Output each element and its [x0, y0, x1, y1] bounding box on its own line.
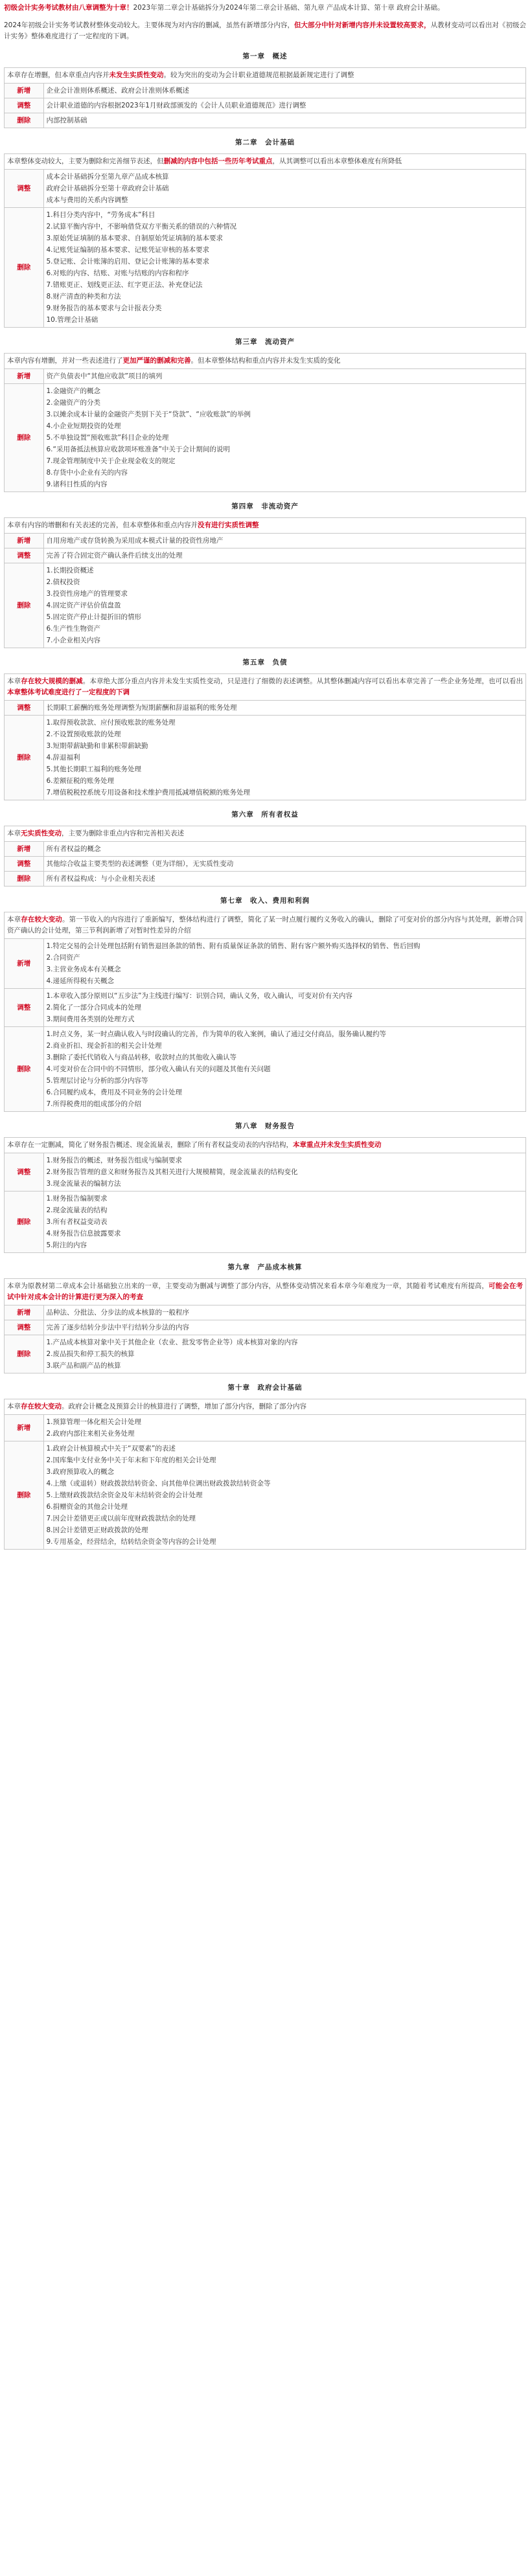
change-item: 2.商业折扣、现金折扣的相关会计处理 — [46, 1042, 162, 1050]
change-row — [5, 563, 525, 648]
change-type-label: 调整 — [5, 1153, 43, 1192]
change-item: 1.政府会计核算模式中关于“双要素”的表述 — [46, 1445, 176, 1452]
change-row — [5, 84, 525, 98]
change-item: 1.财务报告的概述，财务报告组成与编制要求 — [46, 1157, 183, 1164]
summary-text: 。第一节收入的内容进行了重新编写，整体结构进行了调整，简化了某一时点履行履约义务收入的确认，删除了可变对价的部分内容与其处理，新增合同资产确认的会计处理，第三节利润新增了对暂时性差异的介绍 — [7, 916, 524, 934]
summary-text: 。政府会计概念及预算会计的核算进行了调整，增加了部分内容，删除了部分内容 — [62, 1403, 306, 1410]
chapter-summary — [5, 674, 525, 701]
change-type-label: 调整 — [5, 548, 43, 563]
change-type-label: 新增 — [5, 1415, 43, 1441]
summary-text: 。但本章整体结构和重点内容并未发生实质的变化 — [190, 357, 341, 365]
change-row — [5, 534, 525, 548]
change-item: 3.政府预算收入的概念 — [46, 1468, 115, 1476]
change-item: 完善了逐步结转分步法中平行结转分步法的内容 — [46, 1324, 189, 1331]
change-table — [5, 1153, 525, 1252]
change-content — [43, 1335, 525, 1373]
change-content — [43, 113, 525, 128]
intro-text-2b: 从教材变动可以看出对《初级会计实务》整体难度进行了一定程度的下调。 — [4, 21, 527, 40]
change-item: 6.对账的内容、结账、对账与结账的内容和程序 — [46, 269, 189, 277]
change-row — [5, 939, 525, 989]
chapter-box — [4, 912, 526, 1112]
chapters-container — [4, 51, 526, 1550]
summary-highlight: 存在较大变动 — [21, 916, 62, 923]
chapter-box — [4, 1278, 526, 1373]
change-row — [5, 1335, 525, 1373]
change-content — [43, 534, 525, 548]
change-item: 1.长期投资概述 — [46, 567, 94, 574]
change-content — [43, 1153, 525, 1192]
change-item: 其他综合收益主要类型的表述调整（更为详细），无实质性变动 — [46, 860, 234, 868]
summary-text: 。本章绝大部分重点内容并未发生实质性变动，只是进行了细微的表述调整。从其整体删减内容可以看出本章完善了一些企业务处理，也可以看出 — [82, 677, 524, 685]
summary-text: 本章内容有增删，并对一些表述进行了 — [7, 357, 123, 365]
change-row — [5, 716, 525, 800]
change-row — [5, 1415, 525, 1441]
change-item: 5.登记账、会计账簿的启用、登记会计账簿的基本要求 — [46, 258, 210, 266]
change-item: 7.因会计差错更正或以前年度财政拨款结余的处理 — [46, 1515, 196, 1522]
change-item: 6.“采用备抵法核算应收款项坏账准备”中关于会计期间的说明 — [46, 446, 230, 453]
change-item: 4.固定资产评估价值盘盈 — [46, 602, 121, 609]
summary-text: 本章 — [7, 916, 21, 923]
change-type-label: 删除 — [5, 872, 43, 887]
change-row — [5, 548, 525, 563]
summary-text: 本章 — [7, 1403, 21, 1410]
summary-highlight: 存在较大规模的删减 — [21, 677, 83, 685]
chapter-summary — [5, 68, 525, 84]
change-content — [43, 384, 525, 492]
change-content — [43, 98, 525, 113]
change-item: 3.原始凭证填制的基本要求、自制原始凭证填制的基本要求 — [46, 234, 224, 242]
chapter-title: 第一章 概述 — [242, 52, 288, 60]
intro-paragraph-1 — [4, 3, 526, 14]
summary-highlight: 本章重点并未发生实质性变动 — [293, 1141, 382, 1149]
change-type-label: 调整 — [5, 701, 43, 716]
summary-text: ，主要为删除非重点内容和完善相关表述 — [62, 830, 184, 837]
summary-text: 本章 — [7, 677, 21, 685]
change-item: 8.因会计差错更正财政拨款的处理 — [46, 1526, 148, 1534]
change-item: 7.错账更正、划线更正法、红字更正法、补充登记法 — [46, 281, 203, 289]
change-item: 1.预算管理一体化相关会计处理 — [46, 1418, 142, 1426]
change-row — [5, 1192, 525, 1253]
change-item: 1.财务报告编制要求 — [46, 1195, 108, 1203]
change-item: 5.管理层讨论与分析的部分内容等 — [46, 1077, 148, 1085]
change-type-label: 删除 — [5, 1027, 43, 1112]
chapter-title: 第八章 财务报告 — [235, 1122, 295, 1130]
change-content — [43, 1305, 525, 1320]
change-item: 3.短期带薪缺勤和非累积带薪缺勤 — [46, 742, 148, 750]
change-type-label: 删除 — [5, 1192, 43, 1253]
change-item: 5.其他长期职工福利的账务处理 — [46, 765, 142, 773]
change-item: 完善了符合固定资产确认条件后续支出的处理 — [46, 552, 183, 559]
change-item: 企业会计准则体系概述、政府会计准则体系概述 — [46, 87, 189, 95]
change-content — [43, 857, 525, 872]
change-row — [5, 208, 525, 328]
chapter-title: 第五章 负债 — [242, 659, 288, 666]
change-item: 所有者权益的概念 — [46, 845, 101, 853]
chapter-summary — [5, 154, 525, 170]
change-item: 4.上缴（或退转）财政拨款结转资金、向其他单位调出财政拨款结转资金等 — [46, 1480, 271, 1487]
change-item: 2.废品损失和停工损失的核算 — [46, 1350, 135, 1358]
change-row — [5, 872, 525, 887]
chapter-summary — [5, 354, 525, 369]
summary-highlight: 未发生实质性变动 — [109, 71, 164, 79]
change-content — [43, 548, 525, 563]
change-item: 3.投资性房地产的管理要求 — [46, 590, 128, 598]
summary-highlight: 存在较大变动 — [21, 1403, 62, 1410]
chapter-box — [4, 1137, 526, 1253]
intro-text-2a: 2024年初级会计实务考试教材整体变动较大。主要体现为对内容的删减，虽然有新增部分内容， — [4, 21, 294, 29]
change-row — [5, 113, 525, 128]
change-item: 10.管理会计基础 — [46, 316, 98, 324]
change-type-label: 删除 — [5, 1441, 43, 1550]
change-item: 会计职业道德的内容根据2023年1月财政部颁发的《会计人员职业道德规范》进行调整 — [46, 102, 306, 109]
summary-text: 本章为原教材第二章成本会计基础独立出来的一章，主要变动为删减与调整了部分内容，从整体变动情况来看本章今年难度为一章，其随着考试难度有所提高， — [7, 1282, 489, 1290]
summary-text: 本章存在一定删减，简化了财务报告概述、现金流量表，删除了所有者权益变动表的内容结构， — [7, 1141, 293, 1149]
intro-highlight-1: 初级会计实务考试教材由八章调整为十章！ — [4, 4, 133, 12]
change-item: 自用房地产或存货转换为采用成本模式计量的投资性房地产 — [46, 537, 224, 545]
chapter-title: 第三章 流动资产 — [235, 338, 295, 346]
change-item: 1.产品成本核算对象中关于其他企业（农业、批发零售企业等）成本核算对象的内容 — [46, 1339, 298, 1346]
summary-text: 本章整体变动较大，主要为删除和完善细节表述，但 — [7, 157, 164, 165]
change-content — [43, 1415, 525, 1441]
change-row — [5, 98, 525, 113]
change-content — [43, 1192, 525, 1253]
change-item: 8.财产清查的种类和方法 — [46, 293, 121, 300]
change-item: 7.增值税税控系统专用设备和技术维护费用抵减增值税额的账务处理 — [46, 789, 251, 797]
change-row — [5, 1153, 525, 1192]
change-row — [5, 1320, 525, 1335]
summary-highlight: 更加严谨的删减和完善 — [122, 357, 191, 365]
change-table — [5, 842, 525, 886]
change-row — [5, 1027, 525, 1112]
change-content — [43, 170, 525, 208]
change-content — [43, 842, 525, 857]
change-item: 5.不单独设置“预收账款”科目企业的处理 — [46, 434, 169, 442]
change-type-label: 删除 — [5, 113, 43, 128]
summary-highlight: 可能会在考试中针对成本会计的计算进行更为深入的考查 — [7, 1282, 524, 1301]
change-item: 成本与费用的关系内容调整 — [46, 196, 128, 204]
change-type-label: 调整 — [5, 1320, 43, 1335]
change-type-label: 新增 — [5, 369, 43, 384]
change-content — [43, 563, 525, 648]
change-item: 6.捐赠资金的其他会计处理 — [46, 1503, 128, 1511]
change-item: 资产负债表中“其他应收款”项目的填列 — [46, 372, 163, 380]
change-type-label: 删除 — [5, 1335, 43, 1373]
change-type-label: 调整 — [5, 857, 43, 872]
change-content — [43, 208, 525, 328]
change-type-label: 调整 — [5, 98, 43, 113]
change-item: 7.所得税费用的组成部分的介绍 — [46, 1100, 142, 1108]
change-content — [43, 369, 525, 384]
change-item: 2.财务报告管理的意义和财务报告及其相关进行大规模精简，现金流量表的结构变化 — [46, 1168, 298, 1176]
change-item: 9.财务报告的基本要求与会计报表分类 — [46, 304, 162, 312]
summary-text: 本章有内容的增删和有关表述的完善，但本章整体和重点内容并 — [7, 521, 198, 529]
change-type-label: 新增 — [5, 84, 43, 98]
change-item: 2.政府内部往来相关业务处理 — [46, 1430, 135, 1438]
change-type-label: 调整 — [5, 170, 43, 208]
summary-highlight: 无实质性变动 — [21, 830, 62, 837]
change-type-label: 调整 — [5, 989, 43, 1027]
change-content — [43, 989, 525, 1027]
summary-text: 本章存在增删，但本章重点内容并 — [7, 71, 109, 79]
change-item: 2.不设置预收账款的处理 — [46, 730, 121, 738]
change-item: 2.债权投资 — [46, 578, 80, 586]
change-row — [5, 1305, 525, 1320]
chapter-box — [4, 67, 526, 128]
change-type-label: 新增 — [5, 1305, 43, 1320]
summary-text: ，从其调整可以看出本章整体难度有所降低 — [272, 157, 402, 165]
change-item: 1.金融资产的概念 — [46, 387, 101, 395]
intro-text-1: 2023年第二章会计基础拆分为2024年第二章会计基础、第九章 产品成本计算、第十章 政府会计基础。 — [133, 4, 444, 12]
change-item: 3.现金流量表的编制方法 — [46, 1180, 121, 1188]
change-item: 3.所有者权益变动表 — [46, 1218, 108, 1226]
chapter-summary — [5, 518, 525, 534]
change-content — [43, 716, 525, 800]
change-item: 4.可变对价在合同中的不同情形，部分收入确认有关的问题及其他有关问题 — [46, 1065, 271, 1073]
chapter-summary — [5, 912, 525, 939]
change-item: 政府会计基础拆分至第十章政府会计基础 — [46, 185, 169, 192]
change-item: 所有者权益构成：与小企业相关表述 — [46, 875, 156, 883]
change-row — [5, 369, 525, 384]
change-item: 9.诸科目性质的内容 — [46, 480, 108, 488]
change-item: 4.小企业短期投资的处理 — [46, 422, 121, 430]
chapter-title: 第二章 会计基础 — [235, 139, 295, 146]
change-item: 1.特定交易的会计处理包括附有销售退回条款的销售、附有质量保证条款的销售、附有客户额外购买选择权的销售、售后回购 — [46, 942, 421, 950]
change-item: 2.金融资产的分类 — [46, 399, 101, 407]
change-item: 3.删除了委托代销收入与商品转移，收款时点的其他收入确认等 — [46, 1054, 237, 1061]
chapter-summary — [5, 1399, 525, 1415]
change-type-label: 删除 — [5, 208, 43, 328]
change-table — [5, 84, 525, 128]
change-item: 长期职工薪酬的账务处理调整为短期薪酬和辞退福利的账务处理 — [46, 704, 237, 712]
summary-text: 。较为突出的变动为会计职业道德规范根据最新规定进行了调整 — [163, 71, 354, 79]
change-item: 2.简化了一部分合同成本的处理 — [46, 1004, 142, 1011]
change-table — [5, 534, 525, 648]
change-item: 3.期间费用各类别的处理方式 — [46, 1015, 135, 1023]
change-row — [5, 989, 525, 1027]
summary-highlight: 本章整体考试难度进行了一定程度的下调 — [7, 688, 130, 696]
change-item: 2.合同资产 — [46, 954, 80, 962]
change-row — [5, 857, 525, 872]
change-table — [5, 170, 525, 327]
change-item: 成本会计基础拆分至第九章产品成本核算 — [46, 173, 169, 181]
change-content — [43, 1441, 525, 1550]
change-table — [5, 1415, 525, 1549]
change-item: 3.联产品和副产品的核算 — [46, 1362, 121, 1370]
change-item: 2.现金流量表的结构 — [46, 1206, 108, 1214]
change-item: 2.试算平衡内容中，不影响借贷双方平衡关系的错误的六种情况 — [46, 223, 237, 231]
chapter-box — [4, 353, 526, 492]
change-table — [5, 939, 525, 1111]
change-item: 7.现金管理制度中关于企业现金收支的规定 — [46, 457, 176, 465]
change-item: 8.存货中小企业有关的内容 — [46, 469, 128, 477]
change-content — [43, 872, 525, 887]
summary-highlight: 没有进行实质性调整 — [198, 521, 259, 529]
change-item: 5.附注的内容 — [46, 1241, 87, 1249]
change-table — [5, 701, 525, 800]
change-row — [5, 384, 525, 492]
change-row — [5, 1441, 525, 1550]
change-item: 1.取得预收款款、应付预收账款的账务处理 — [46, 719, 176, 727]
change-item: 6.合同履约成本，费用及不同业务的会计处理 — [46, 1089, 183, 1096]
change-item: 4.记账凭证编制的基本要求、记账凭证审核的基本要求 — [46, 246, 210, 254]
chapter-title: 第九章 产品成本核算 — [227, 1263, 303, 1271]
change-row — [5, 842, 525, 857]
change-type-label: 删除 — [5, 716, 43, 800]
intro-paragraph-2 — [4, 20, 526, 42]
change-item: 4.辞退福利 — [46, 754, 80, 762]
change-content — [43, 939, 525, 989]
chapter-box — [4, 826, 526, 887]
chapter-title: 第十章 政府会计基础 — [227, 1384, 303, 1392]
change-type-label: 新增 — [5, 534, 43, 548]
change-item: 1.本章收入部分原则以“五步法”为主线进行编写：识别合同，确认义务，收入确认，可变对价有关内容 — [46, 992, 352, 1000]
change-item: 5.上缴财政拨款结余资金及年末结转资金的会计处理 — [46, 1491, 203, 1499]
chapter-box — [4, 1399, 526, 1550]
chapter-box — [4, 673, 526, 800]
chapter-box — [4, 517, 526, 648]
change-row — [5, 701, 525, 716]
chapter-summary — [5, 1279, 525, 1305]
change-item: 品种法、分批法、分步法的成本核算的一般程序 — [46, 1309, 189, 1316]
summary-text: 本章 — [7, 830, 21, 837]
summary-highlight: 删减的内容中包括一些历年考试重点 — [163, 157, 273, 165]
change-content — [43, 701, 525, 716]
change-item: 1.科目分类内容中，“劳务成本”科目 — [46, 211, 156, 219]
change-item: 1.时点义务，某一时点确认收入与时段确认的完善，作为简单的收入案例，确认了通过交付商品，服务确认履约等 — [46, 1030, 387, 1038]
change-item: 5.固定资产停止计提折旧的情形 — [46, 613, 142, 621]
change-item: 3.主营业务成本有关概念 — [46, 966, 121, 973]
change-content — [43, 1320, 525, 1335]
change-type-label: 删除 — [5, 384, 43, 492]
change-item: 3.以摊余成本计量的金融资产类别下关于“贷款”、“应收账款”的举例 — [46, 411, 251, 418]
change-item: 内部控制基础 — [46, 117, 87, 124]
chapter-summary — [5, 826, 525, 842]
chapter-summary — [5, 1138, 525, 1153]
change-item: 2.国库集中支付业务中关于年末和下年度的相关会计处理 — [46, 1456, 216, 1464]
change-type-label: 删除 — [5, 563, 43, 648]
change-item: 6.差额征税的账务处理 — [46, 777, 115, 785]
chapter-title: 第四章 非流动资产 — [231, 503, 299, 510]
change-type-label: 新增 — [5, 939, 43, 989]
change-table — [5, 1305, 525, 1373]
change-item: 6.生产性生物资产 — [46, 625, 101, 633]
chapter-title: 第六章 所有者权益 — [231, 811, 299, 819]
change-table — [5, 369, 525, 491]
change-row — [5, 170, 525, 208]
change-item: 4.财务报告信息披露要求 — [46, 1230, 121, 1237]
change-content — [43, 1027, 525, 1112]
intro-highlight-2: 但大部分中针对新增内容并未设置较高要求， — [294, 21, 431, 29]
change-item: 4.递延所得税有关概念 — [46, 977, 115, 985]
change-type-label: 新增 — [5, 842, 43, 857]
change-item: 7.小企业相关内容 — [46, 637, 101, 644]
change-item: 9.专用基金，经营结余，结转结余资金等内容的会计处理 — [46, 1538, 216, 1546]
intro-section — [4, 3, 526, 42]
chapter-title: 第七章 收入、费用和利润 — [220, 897, 310, 905]
chapter-box — [4, 153, 526, 328]
change-content — [43, 84, 525, 98]
